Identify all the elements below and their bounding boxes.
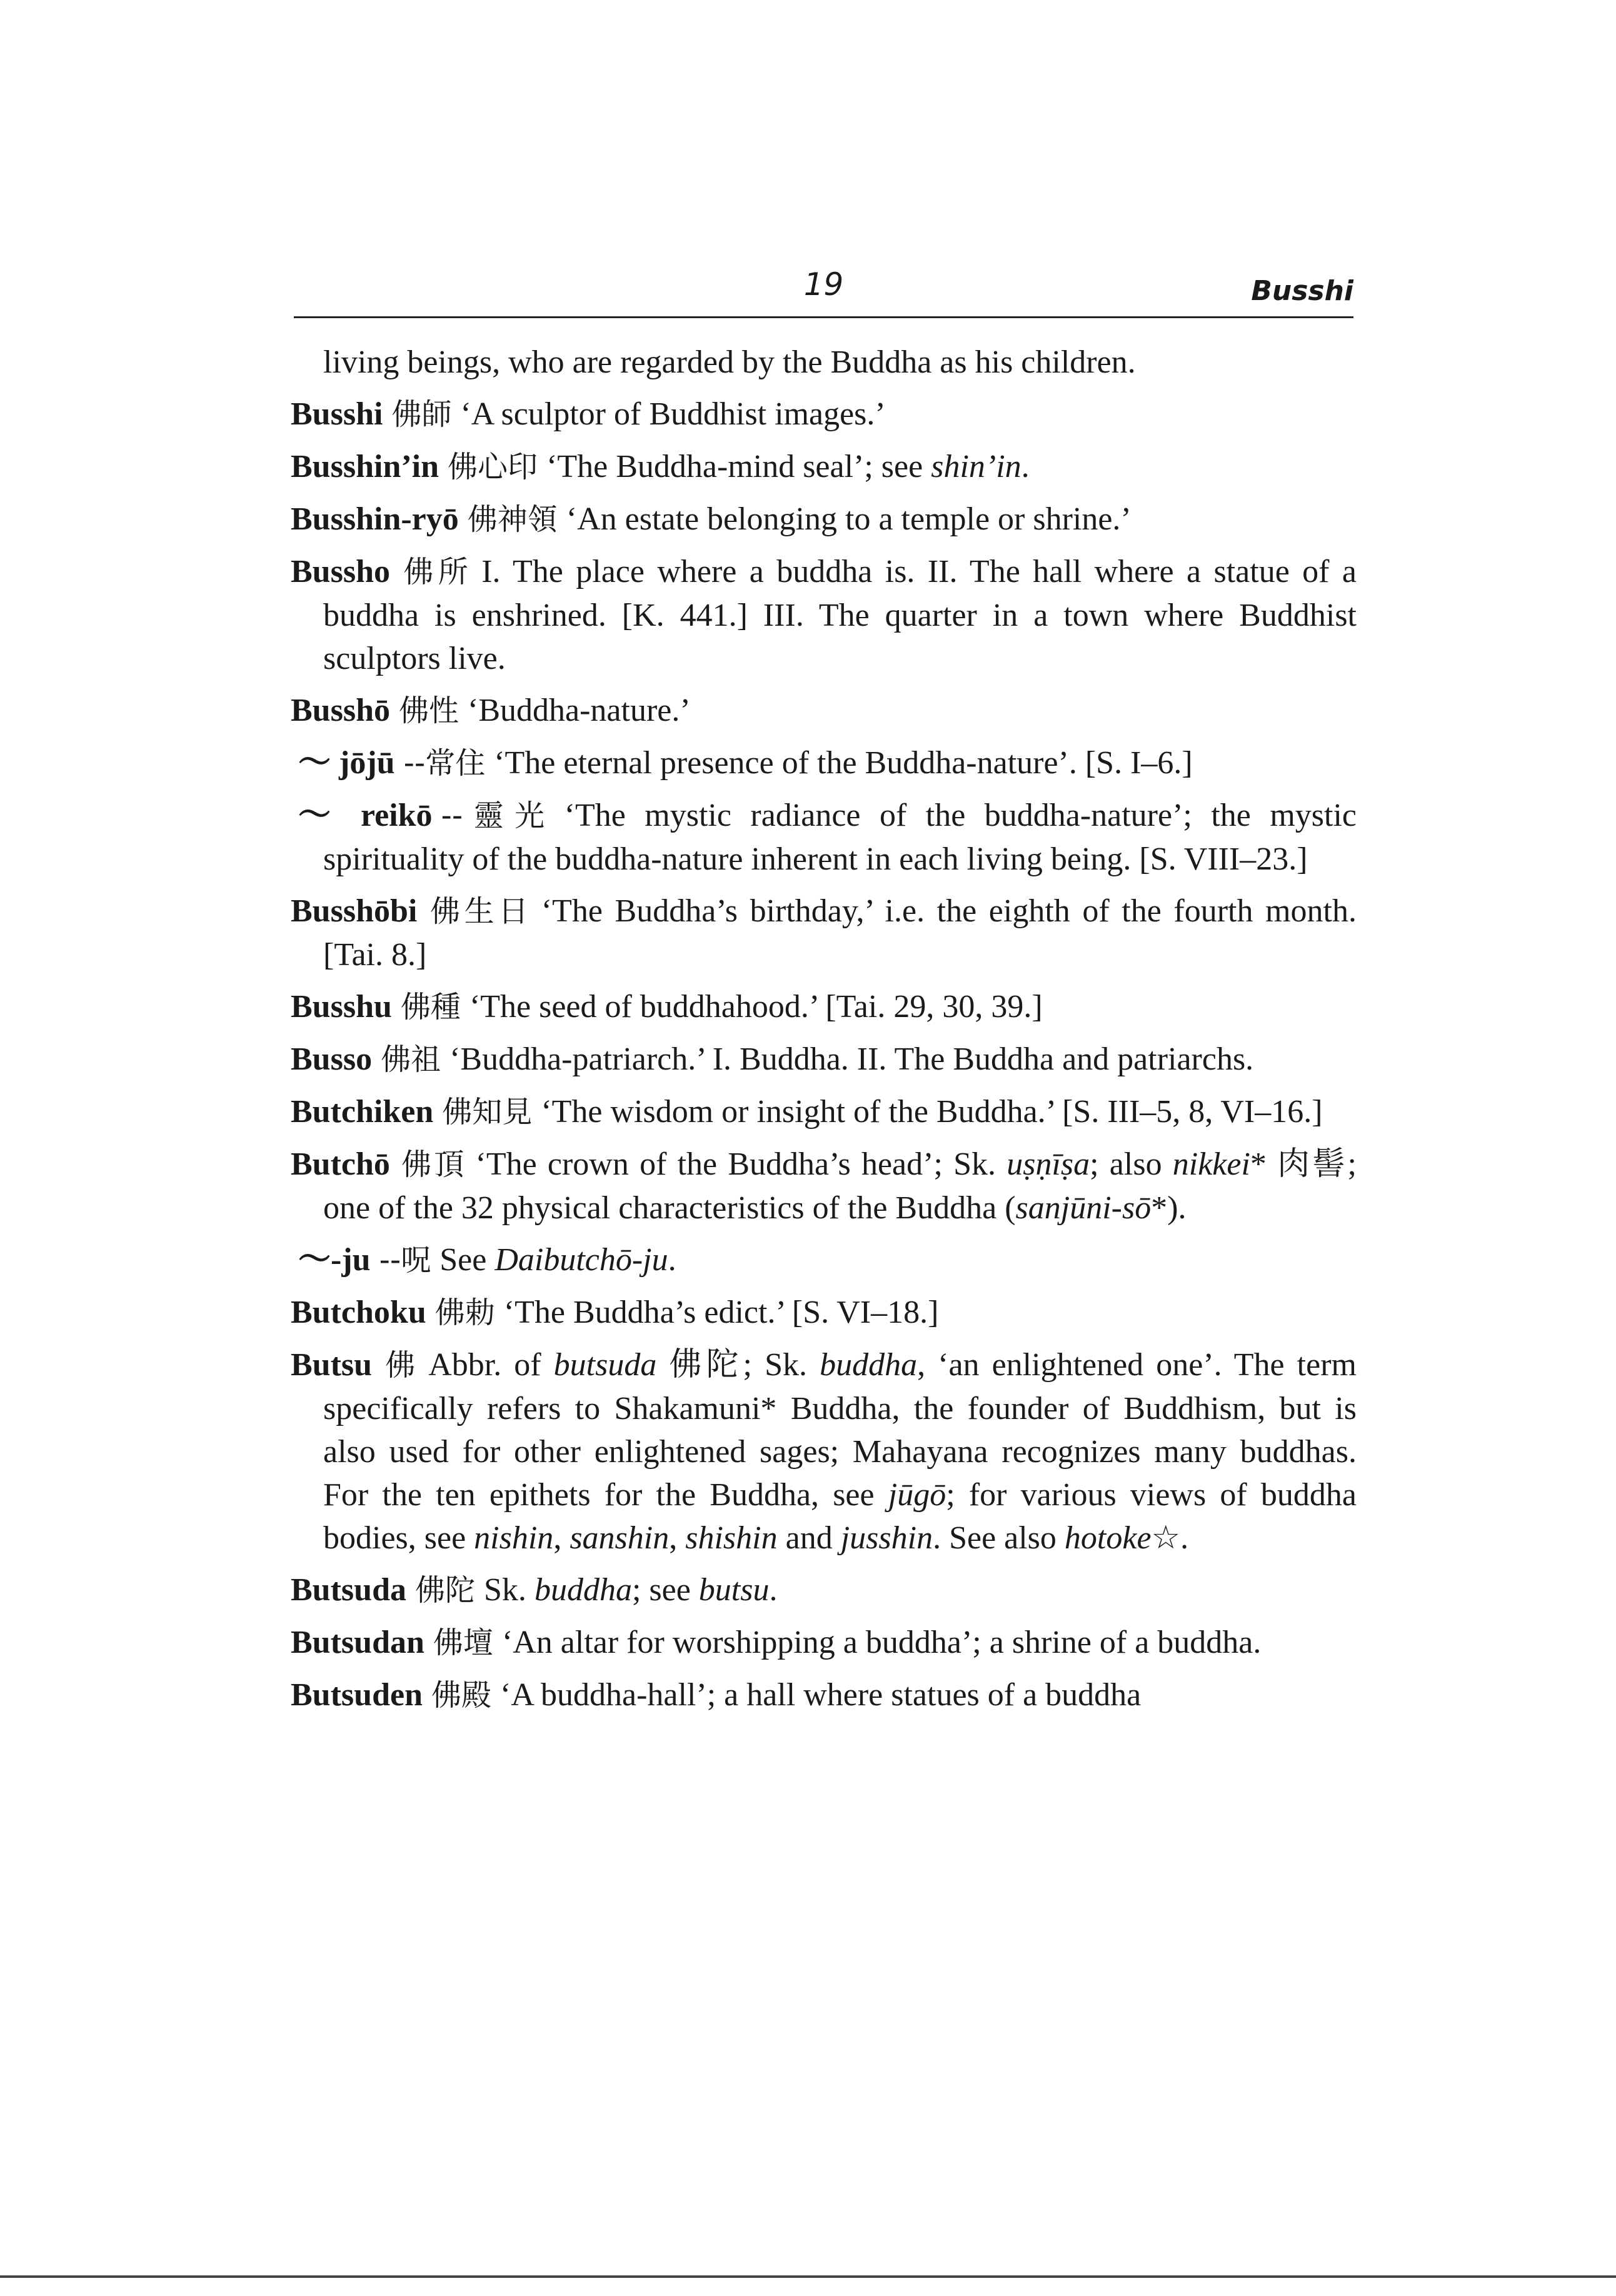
entry-kanji: 佛心印 bbox=[448, 449, 538, 484]
entry-kanji: 佛神領 bbox=[467, 502, 558, 537]
entry-definition: Abbr. of butsuda 佛陀; Sk. buddha, ‘an enlightened one’. The term specifically refers to Shakamuni* Buddha, the founder of Buddhism, but is also used for other enlightened sages; Mahayana recognizes many buddhas. For the ten epithets for the Buddha, see jūgō; for various views of buddha bodies, see nishin, sanshin, shishin and jusshin. See also hotoke☆. bbox=[323, 1347, 1357, 1556]
entry-kanji: --呪 bbox=[379, 1243, 431, 1278]
dictionary-entry bbox=[291, 1621, 1357, 1665]
entry-headword: Butchoku bbox=[291, 1295, 426, 1330]
entry-definition: See Daibutchō-ju. bbox=[439, 1242, 676, 1278]
entry-headword: Butsuden bbox=[291, 1677, 423, 1713]
entry-headword: Busso bbox=[291, 1041, 373, 1077]
entry-kanji: 佛所 bbox=[399, 554, 473, 589]
entry-headword: Butsu bbox=[291, 1347, 373, 1383]
dictionary-entry bbox=[291, 498, 1357, 541]
bottom-rule bbox=[0, 2275, 1616, 2278]
entry-headword: Butchō bbox=[291, 1146, 390, 1182]
entry-definition: ‘The seed of buddhahood.’ [Tai. 29, 30, 39.] bbox=[469, 989, 1043, 1025]
dictionary-entry bbox=[291, 550, 1357, 680]
page-header bbox=[294, 261, 1353, 318]
dictionary-entry bbox=[291, 1143, 1357, 1230]
entry-kanji: 佛生日 bbox=[426, 894, 533, 929]
entry-kanji: 佛殿 bbox=[431, 1678, 492, 1713]
dictionary-entry bbox=[291, 794, 1357, 881]
entry-definition: ‘The Buddha’s edict.’ [S. VI–18.] bbox=[503, 1295, 939, 1330]
entry-headword: Butsuda bbox=[291, 1572, 406, 1608]
dictionary-entry bbox=[291, 1673, 1357, 1717]
dictionary-entry bbox=[291, 689, 1357, 733]
entry-definition: ‘Buddha-patriarch.’ I. Buddha. II. The Buddha and patriarchs. bbox=[449, 1041, 1254, 1077]
entry-kanji: 佛師 bbox=[391, 397, 452, 432]
entry-headword: ～-ju bbox=[298, 1242, 371, 1278]
dictionary-entry bbox=[291, 890, 1357, 976]
running-head: Busshi bbox=[1251, 275, 1353, 307]
dictionary-entry bbox=[291, 1343, 1357, 1560]
entry-headword: Busshōbi bbox=[291, 893, 418, 929]
dictionary-entry bbox=[291, 445, 1357, 489]
entry-headword: Busshō bbox=[291, 693, 390, 728]
dictionary-entry bbox=[291, 1090, 1357, 1134]
entry-definition: ‘The eternal presence of the Buddha-nature’. [S. I–6.] bbox=[494, 745, 1193, 781]
entry-headword: Busshi bbox=[291, 396, 383, 432]
entry-kanji: 佛頂 bbox=[398, 1147, 467, 1182]
entry-kanji: 佛壇 bbox=[433, 1625, 493, 1660]
entry-definition: ‘The mystic radiance of the buddha-nature’; the mystic spirituality of the buddha-nature inherent in each living being. [S. VIII–23.] bbox=[323, 798, 1357, 877]
entry-kanji: 佛性 bbox=[399, 693, 459, 728]
entry-kanji: 佛陀 bbox=[415, 1573, 476, 1608]
entry-headword: Busshu bbox=[291, 989, 392, 1025]
entry-kanji: 佛種 bbox=[400, 990, 461, 1025]
entry-definition: ‘A buddha-hall’; a hall where statues of a buddha bbox=[500, 1677, 1142, 1713]
entry-definition: ‘A sculptor of Buddhist images.’ bbox=[460, 396, 886, 432]
entry-kanji: --常住 bbox=[403, 746, 486, 781]
entry-kanji: 佛勅 bbox=[434, 1295, 495, 1330]
entry-definition: ‘The crown of the Buddha’s head’; Sk. uṣṇīṣa; also nikkei* 肉髻; one of the 32 physical characteristics of the Buddha (sanjūni-sō*). bbox=[323, 1146, 1357, 1226]
entry-headword: Butsudan bbox=[291, 1625, 424, 1660]
entry-headword: ～ jōjū bbox=[298, 745, 395, 781]
dictionary-entry bbox=[291, 985, 1357, 1029]
dictionary-entry bbox=[291, 393, 1357, 436]
entry-headword: Busshin’in bbox=[291, 449, 439, 484]
entry-kanji: 佛知見 bbox=[442, 1095, 533, 1130]
entry-headword: Butchiken bbox=[291, 1094, 434, 1130]
entry-definition: ‘The wisdom or insight of the Buddha.’ [S. III–5, 8, VI–16.] bbox=[541, 1094, 1323, 1130]
entry-kanji: 佛祖 bbox=[381, 1042, 441, 1077]
entry-definition: ‘The Buddha-mind seal’; see shin’in. bbox=[546, 449, 1030, 484]
entry-definition: I. The place where a buddha is. II. The hall where a statue of a buddha is enshrined. [K. 441.] III. The quarter in a town where Buddhist sculptors live. bbox=[323, 554, 1357, 676]
entry-headword: Bussho bbox=[291, 554, 390, 589]
entry-headword: Busshin-ryō bbox=[291, 501, 459, 537]
dictionary-entry bbox=[291, 741, 1357, 785]
dictionary-entry bbox=[291, 1038, 1357, 1081]
dictionary-entry bbox=[291, 341, 1357, 384]
entry-definition: Sk. buddha; see butsu. bbox=[484, 1572, 778, 1608]
dictionary-entry bbox=[291, 1238, 1357, 1282]
entry-definition: ‘The Buddha’s birthday,’ i.e. the eighth of the fourth month. [Tai. 8.] bbox=[323, 893, 1357, 973]
page-number: 19 bbox=[803, 266, 844, 303]
entry-definition: ‘An altar for worshipping a buddha’; a shrine of a buddha. bbox=[501, 1625, 1262, 1660]
entry-definition: ‘Buddha-nature.’ bbox=[468, 693, 691, 728]
entry-list bbox=[291, 341, 1357, 1726]
entry-definition: living beings, who are regarded by the Buddha as his children. bbox=[323, 344, 1136, 380]
entry-kanji: 佛 bbox=[381, 1348, 420, 1383]
entry-headword: ～ reikō bbox=[298, 798, 433, 833]
dictionary-entry bbox=[291, 1568, 1357, 1612]
dictionary-entry bbox=[291, 1291, 1357, 1335]
entry-kanji: --靈光 bbox=[441, 798, 556, 833]
entry-definition: ‘An estate belonging to a temple or shrine.’ bbox=[566, 501, 1132, 537]
